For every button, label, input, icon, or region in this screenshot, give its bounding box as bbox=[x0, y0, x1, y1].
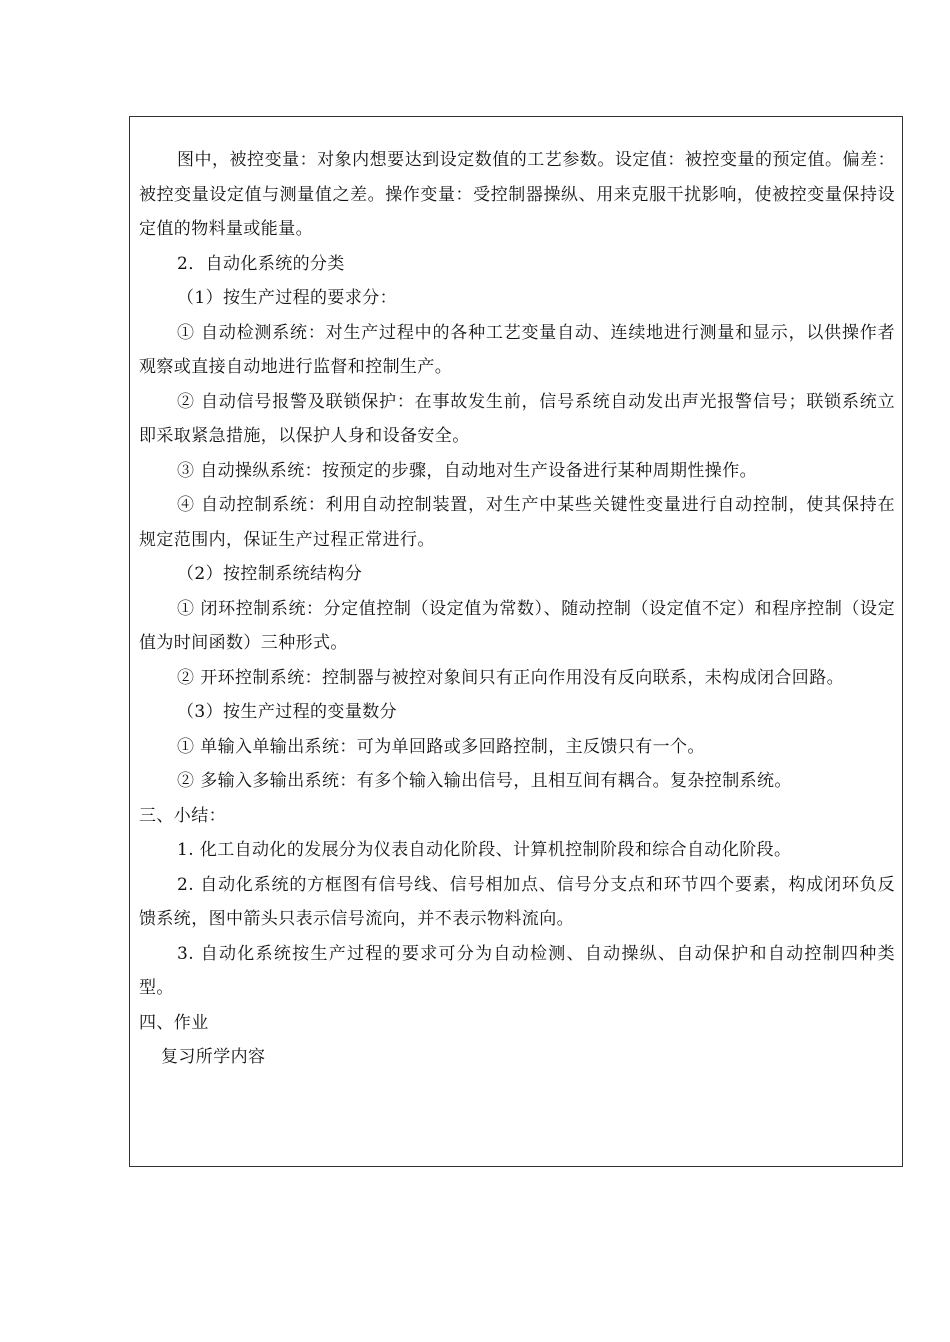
item-mimo: ② 多输入多输出系统：有多个输入输出信号，且相互间有耦合。复杂控制系统。 bbox=[177, 771, 792, 791]
paragraph-definitions: 图中，被控变量：对象内想要达到设定数值的工艺参数。设定值：被控变量的预定值。偏差：被控变量设定值与测量值之差。操作变量：受控制器操纵、用来克服干扰影响，使被控变量保持设定值的物料量或能量。 bbox=[139, 150, 895, 239]
homework-item: 复习所学内容 bbox=[161, 1047, 266, 1067]
item-auto-control: ④ 自动控制系统：利用自动控制装置，对生产中某些关键性变量进行自动控制，使其保持在规定范围内，保证生产过程正常进行。 bbox=[139, 495, 895, 550]
item-open-loop: ② 开环控制系统：控制器与被控对象间只有正向作用没有反向联系，未构成闭合回路。 bbox=[177, 667, 845, 688]
item-alarm-interlock: ② 自动信号报警及联锁保护：在事故发生前，信号系统自动发出声光报警信号；联锁系统立即采取紧急措施，以保护人身和设备安全。 bbox=[139, 391, 895, 446]
heading-homework: 四、作业 bbox=[139, 1012, 209, 1033]
summary-item-1: 1. 化工自动化的发展分为仪表自动化阶段、计算机控制阶段和综合自动化阶段。 bbox=[177, 840, 792, 860]
summary-item-3: 3. 自动化系统按生产过程的要求可分为自动检测、自动操纵、自动保护和自动控制四种类型。 bbox=[139, 943, 895, 998]
heading-classification: 2．自动化系统的分类 bbox=[177, 253, 345, 274]
item-closed-loop: ① 闭环控制系统：分定值控制（设定值为常数）、随动控制（设定值不定）和程序控制（设定值为时间函数）三种形式。 bbox=[139, 598, 895, 653]
item-auto-operation: ③ 自动操纵系统：按预定的步骤，自动地对生产设备进行某种周期性操作。 bbox=[177, 460, 758, 481]
subheading-by-variables: （3）按生产过程的变量数分 bbox=[177, 702, 398, 722]
item-auto-detection: ① 自动检测系统：对生产过程中的各种工艺变量自动、连续地进行测量和显示，以供操作者观察或直接自动地进行监督和控制生产。 bbox=[139, 322, 895, 377]
heading-summary: 三、小结： bbox=[139, 805, 226, 826]
summary-item-2: 2. 自动化系统的方框图有信号线、信号相加点、信号分支点和环节四个要素，构成闭环负反馈系统，图中箭头只表示信号流向，并不表示物料流向。 bbox=[139, 874, 895, 929]
subheading-by-structure: （2）按控制系统结构分 bbox=[177, 564, 363, 584]
document-body bbox=[139, 143, 895, 1075]
item-siso: ① 单输入单输出系统：可为单回路或多回路控制，主反馈只有一个。 bbox=[177, 736, 705, 757]
subheading-by-process-requirement: （1）按生产过程的要求分： bbox=[177, 288, 398, 308]
